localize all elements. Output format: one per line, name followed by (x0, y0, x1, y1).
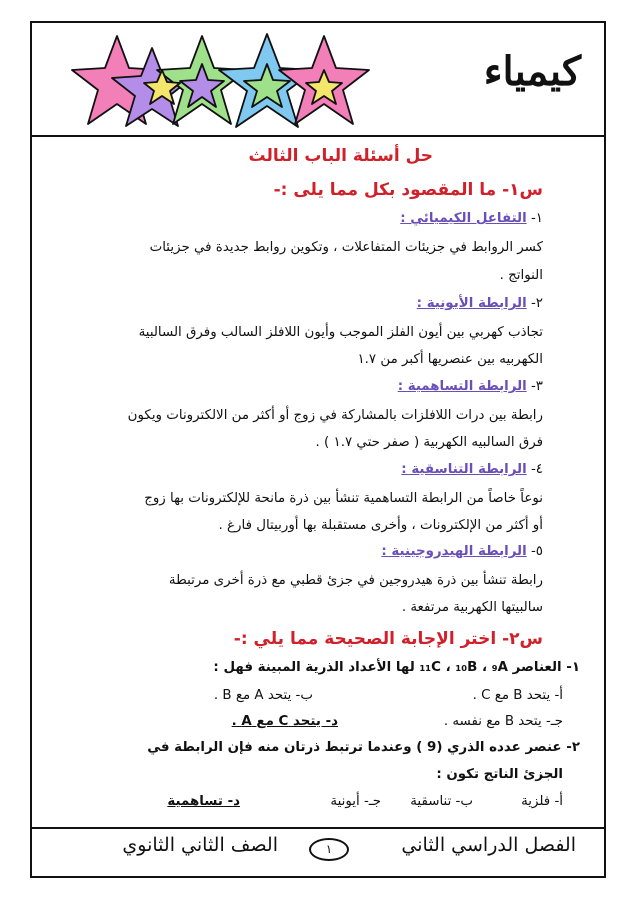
definition-line: رابطة بين درات اللافلزات بالمشاركة في زوج أو أكثر من الالكترونات ويكون (127, 408, 543, 423)
q1-item-2-header (417, 296, 543, 311)
item-number: ٤- (530, 462, 543, 477)
definition-line: النواتج . (499, 268, 543, 283)
mc2-stem-cont: الجزئ الناتج تكون : (436, 767, 563, 782)
page-number: ١ (309, 838, 349, 861)
definition-line: نوعاً خاصاً من الرابطة التساهمية تنشأ بين ذرة مانحة للإلكترونات بها زوج (144, 491, 543, 506)
mc1-option-b: ب- يتحد A مع B . (213, 688, 313, 703)
term-label: الرابطة التناسقية : (401, 462, 527, 477)
q2-heading: س٢- اختر الإجابة الصحيحة مما يلي :- (233, 629, 543, 649)
mc2-stem: ٢- عنصر عدده الذري (9 ) وعندما ترتبط ذرتان منه فإن الرابطة في (147, 740, 580, 755)
mc1-option-a: أ- يتحد B مع C . (472, 688, 563, 703)
mc1-option-c: جـ- يتحد B مع نفسه . (443, 714, 563, 729)
stars-decoration-icon (62, 30, 392, 140)
mc2-option-b: ب- تناسقية (410, 794, 473, 809)
definition-line: الكهربيه بين عنصريها أكبر من ١.٧ (357, 352, 543, 367)
definition-line: فرق السالبيه الكهربية ( صفر حتي ١.٧ ) . (315, 435, 543, 450)
item-number: ٢- (530, 296, 543, 311)
mc2-option-c: جـ- أيونية (330, 794, 381, 809)
term-label: التفاعل الكيميائي : (400, 211, 527, 226)
definition-line: أو أكثر من الإلكترونات ، وأخرى مستقبلة بها أوربيتال فارغ . (218, 518, 543, 533)
definition-line: تجاذب كهربي بين أيون الفلز الموجب وأيون اللافلز السالب وفرق السالبية (138, 325, 543, 340)
q1-item-3-header (398, 379, 543, 394)
q1-item-4-header (401, 462, 543, 477)
term-label: الرابطة الهيدروجينية : (381, 544, 527, 559)
q1-item-1-header (400, 211, 543, 226)
term-label: الرابطة الأيونية : (416, 296, 527, 311)
mc1-option-d-correct: د- يتحد C مع A . (231, 714, 338, 729)
item-number: ٣- (530, 379, 543, 394)
item-number: ٥- (530, 544, 543, 559)
footer-divider (30, 827, 606, 829)
definition-line: رابطة تنشأ بين ذرة هيدروجين في جزئ قطبي مع ذرة أخرى مرتبطة (168, 573, 543, 588)
definition-line: كسر الروابط في جزيئات المتفاعلات ، وتكوين روابط جديدة في جزيئات (149, 240, 543, 255)
footer-term: الفصل الدراسي الثاني (401, 834, 576, 856)
subject-title: كيمياء (483, 48, 581, 95)
mc1-stem: ١- العناصر ₁₁C ، ₁₀B ، ₉A لها الأعداد الذرية المبينة فهل : (213, 660, 580, 675)
mc2-option-d-correct: د- تساهمية (167, 794, 240, 809)
mc2-option-a: أ- فلزية (521, 794, 563, 809)
q1-item-5-header (381, 544, 543, 559)
definition-line: سالبيتها الكهربية مرتفعة . (401, 600, 543, 615)
item-number: ١- (530, 211, 543, 226)
page-title: حل أسئلة الباب الثالث (248, 146, 433, 166)
term-label: الرابطة التساهمية : (397, 379, 527, 394)
q1-heading: س١- ما المقصود بكل مما يلى :- (273, 180, 543, 200)
footer-grade: الصف الثاني الثانوي (122, 834, 278, 856)
